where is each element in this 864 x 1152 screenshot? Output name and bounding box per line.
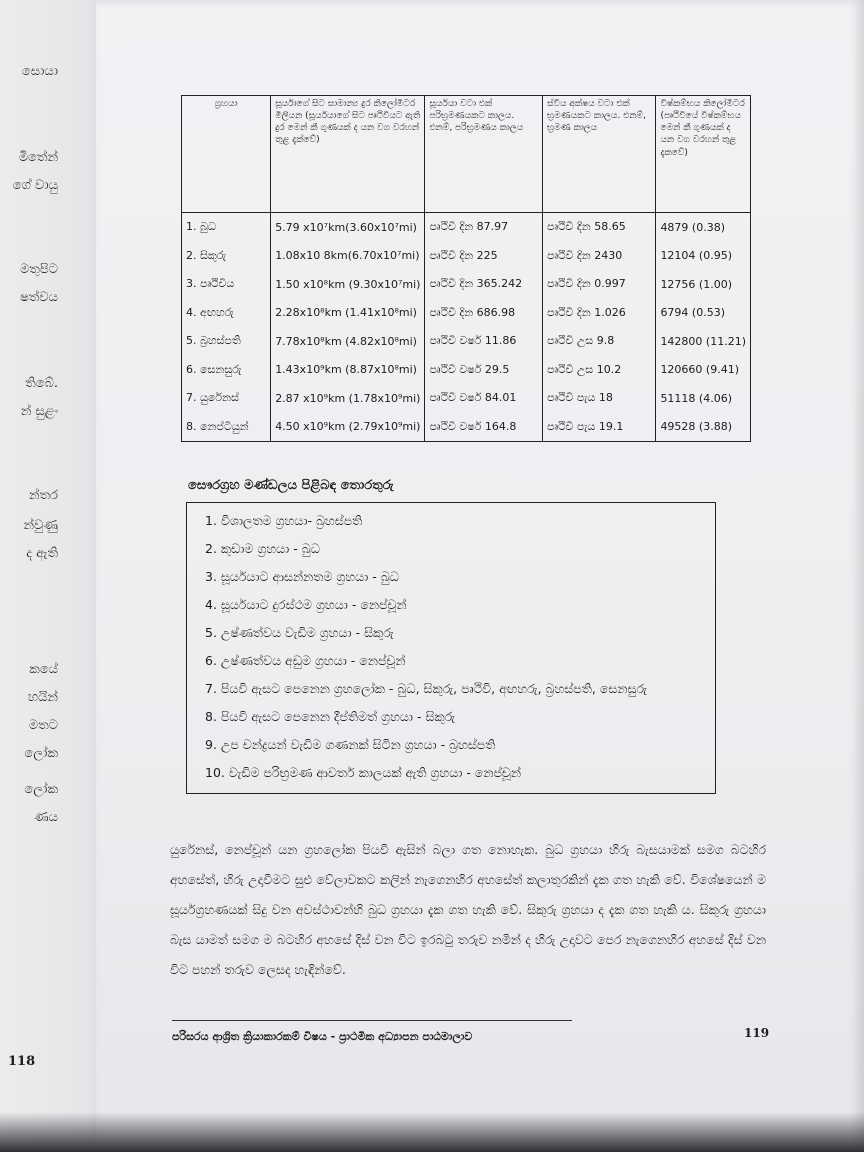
cell-diameter: 4879 (0.38) <box>656 213 751 242</box>
cell-planet: 4. අඟහරු <box>182 299 271 327</box>
cell-planet: 7. යුරේනස් <box>182 384 271 412</box>
cell-revolution: පෘථිවි වර්ෂ 29.5 <box>425 355 543 383</box>
left-page-fragment: ලෝක <box>24 746 58 761</box>
left-page-fragment: තිබේ. <box>25 376 58 391</box>
cell-distance: 2.87 x10⁹km (1.78x10⁹mi) <box>271 384 425 412</box>
left-page-fragment: ලෝක <box>24 782 58 797</box>
list-item: 9. උප චන්ද්‍රයන් වැඩිම ගණනක් සිටින ග්‍රහයා - බ්‍රහස්පති <box>205 737 496 752</box>
cell-revolution: පෘථිවි දින 686.98 <box>425 299 543 327</box>
cell-rotation: පෘථිවි දින 2430 <box>543 242 656 270</box>
cell-revolution: පෘථිවි වර්ෂ 11.86 <box>425 327 543 355</box>
cell-distance: 4.50 x10⁹km (2.79x10⁹mi) <box>271 412 425 441</box>
column-header-diameter: විෂ්කම්භය කිලෝමීටර (පෘථිවියේ විෂ්කම්භය මෙන් කී ගුණයක් ද යන වග වරහන් තුළ දැකවේ) <box>656 96 751 213</box>
left-page-fragment: කයේ <box>29 662 58 677</box>
cell-distance: 5.79 x10⁷km(3.60x10⁷mi) <box>271 213 425 242</box>
table-row <box>182 270 751 298</box>
table-row <box>182 213 751 242</box>
page-number: 119 <box>744 1026 770 1040</box>
column-header-planet: ග්‍රහයා <box>182 96 271 213</box>
footer-text: පරිසරය ආශ්‍රිත ක්‍රියාකාරකම් විෂය - ප්‍රාථමික අධ්‍යාපන පාඨමාලාව <box>172 1030 473 1043</box>
footer-divider <box>172 1020 572 1021</box>
cell-planet: 1. බුධ <box>182 213 271 242</box>
cell-distance: 7.78x10⁸km (4.82x10⁸mi) <box>271 327 425 355</box>
left-page-fragment: න්වුණු <box>23 518 58 533</box>
column-header-rotation: ස්වීය අක්ෂය වටා එක් භ්‍රමණයකට කාලය. එනම්, භ්‍රමණ කාලය <box>543 96 656 213</box>
cell-planet: 2. සිකුරු <box>182 242 271 270</box>
cell-rotation: පෘථිවි දින 1.026 <box>543 299 656 327</box>
cell-distance: 1.08x10 8km(6.70x10⁷mi) <box>271 242 425 270</box>
facts-list <box>205 507 715 787</box>
list-item: 1. විශාලතම ග්‍රහයා- බ්‍රහස්පති <box>205 513 363 528</box>
cell-rotation: පෘථිවි පැය 18 <box>543 384 656 412</box>
cell-revolution: පෘථිවි දින 365.242 <box>425 270 543 298</box>
column-header-revolution: සූර්යයා වටා එක් පරිභ්‍රමණයකට කාලය. එනම්, පරිභ්‍රමණය කාලය <box>425 96 543 213</box>
facts-box <box>186 502 716 794</box>
cell-rotation: පෘථිවි දින 0.997 <box>543 270 656 298</box>
cell-diameter: 6794 (0.53) <box>656 299 751 327</box>
left-page-fragment: ෂත්වය <box>19 290 58 305</box>
body-paragraph: යුරේනස්, නෙප්චූන් යන ග්‍රහලෝක පියවි ඇසින් බලා ගත නොහැක. බුධ ග්‍රහයා හිරු බැසයාමක් සමග බටහිර අහසේත්, හිරු උදාවීමට සුළු වේලාවකට කලින් නැගෙනහිර අහසේත් කලාතුරකින් දැක ගත හැකි වේ. විශේෂයෙන් ම සූර්යග්‍රහණයක් සිදු වන අවස්ථාවන්හි බුධ ග්‍රහයා දැක ගත හැකි වේ. සිකුරු ග්‍රහයා ද දැක ගත හැකි ය. සිකුරු ග්‍රහයා බැස යාමත් සමග ම බටහිර අහසේ දිස් වන විට ඉරබටු තරුව නමින් ද හිරු උදාවට පෙර නැගෙනහිර අහසේ දිස් වන විට පහන් තරුව ලෙසද හැඳින්වේ. <box>170 841 766 977</box>
cell-diameter: 142800 (11.21) <box>656 327 751 355</box>
cell-rotation: පෘථිවි උස 9.8 <box>543 327 656 355</box>
list-item: 4. සූර්යයාට දුරස්ථම ග්‍රහයා - නෙප්චූන් <box>205 597 407 612</box>
cell-revolution: පෘථිවි වර්ෂ 84.01 <box>425 384 543 412</box>
list-item: 7. පියවි ඇසට පෙනෙන ග්‍රහලෝක - බුධ, සිකුරු, පෘථිවි, අඟහරු, බ්‍රහස්පති, සෙනසුරු <box>205 681 647 696</box>
cell-diameter: 51118 (4.06) <box>656 384 751 412</box>
column-header-distance: සූර්යාගේ සිට සාමාන්‍ය දුර කිලෝමීටර මිලියන (සූර්යයාගේ සිට පෘථිවියට ඇති දුර මෙන් කී ගුණයක් ද යන වග වරහන් තුළ දැක්වේ) <box>271 96 425 213</box>
cell-revolution: පෘථිවි දින 225 <box>425 242 543 270</box>
left-page-fragment: මතුපිට <box>19 262 58 277</box>
cell-planet: 5. බ්‍රහස්පති <box>182 327 271 355</box>
table-row <box>182 412 751 441</box>
cell-diameter: 120660 (9.41) <box>656 355 751 383</box>
cell-rotation: පෘථිවි උස 10.2 <box>543 355 656 383</box>
table-surface-shadow <box>0 1112 864 1152</box>
list-item: 5. උෂ්ණත්වය වැඩිම ග්‍රහයා - සිකුරු <box>205 625 394 640</box>
list-item: 6. උෂ්ණත්වය අඩුම ග්‍රහයා - නෙප්චූන් <box>205 653 406 668</box>
list-item: 8. පියවි ඇසට පෙනෙන දීප්තිමත් ග්‍රහයා - සිකුරු <box>205 709 456 724</box>
cell-diameter: 49528 (3.88) <box>656 412 751 441</box>
cell-revolution: පෘථිවි වර්ෂ 164.8 <box>425 412 543 441</box>
cell-rotation: පෘථිවි දින 58.65 <box>543 213 656 242</box>
table-row <box>182 327 751 355</box>
cell-revolution: පෘථිවි දින 87.97 <box>425 213 543 242</box>
cell-diameter: 12104 (0.95) <box>656 242 751 270</box>
left-page-fragment: න්තර <box>29 488 58 503</box>
left-page-fragment: මිතේන් <box>18 150 58 165</box>
left-page-fragment: ණය <box>34 810 58 825</box>
left-page <box>0 0 110 1152</box>
cell-planet: 3. පෘථිවිය <box>182 270 271 298</box>
section-title: සෞරග්‍රහ මණ්ඩලය පිළිබඳ තොරතුරු <box>188 478 394 493</box>
cell-distance: 1.43x10⁹km (8.87x10⁸mi) <box>271 355 425 383</box>
table-row <box>182 242 751 270</box>
cell-diameter: 12756 (1.00) <box>656 270 751 298</box>
left-page-fragment: ගේ වායු <box>12 178 58 193</box>
planet-table <box>181 95 751 442</box>
left-page-fragment: න් සුළං <box>20 404 58 419</box>
left-page-number: 118 <box>8 1054 36 1069</box>
table-row <box>182 299 751 327</box>
cell-planet: 6. සෙනසුරු <box>182 355 271 383</box>
cell-distance: 2.28x10⁸km (1.41x10⁸mi) <box>271 299 425 327</box>
list-item: 3. සූර්යයාට ආසන්නතම ග්‍රහයා - බුධ <box>205 569 399 584</box>
left-page-fragment: ද ඇති <box>26 546 58 561</box>
left-page-fragment: සොයා <box>21 64 58 79</box>
table-row <box>182 355 751 383</box>
list-item: 10. වැඩිම පරිභ්‍රමණ ආවර්ත කාලයක් ඇති ග්‍රහයා - නෙප්චූන් <box>205 765 522 780</box>
left-page-fragment: හයින් <box>27 690 58 705</box>
left-page-fragment: මතට <box>28 718 58 733</box>
cell-distance: 1.50 x10⁸km (9.30x10⁷mi) <box>271 270 425 298</box>
table-header-row <box>182 96 751 213</box>
cell-rotation: පෘථිවි පැය 19.1 <box>543 412 656 441</box>
cell-planet: 8. නෙප්ටියුන් <box>182 412 271 441</box>
table-row <box>182 384 751 412</box>
list-item: 2. කුඩාම ග්‍රහයා - බුධ <box>205 541 320 556</box>
